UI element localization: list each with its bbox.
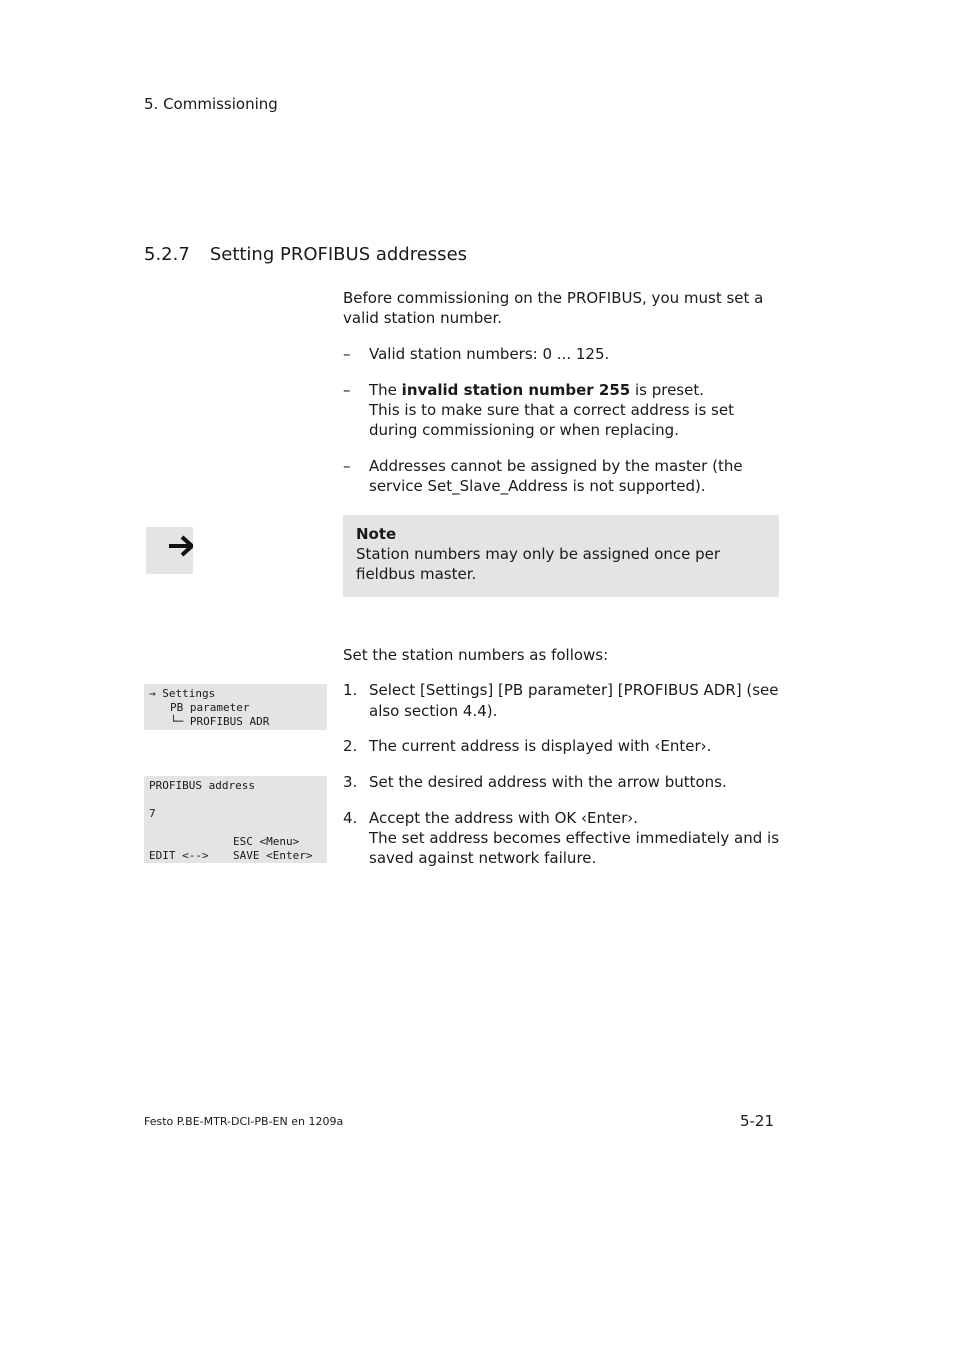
lcd-menu-line: PROFIBUS ADR [189, 715, 270, 728]
lcd-save-hint: SAVE <Enter> [233, 849, 313, 862]
step-text: Accept the address with OK ‹Enter›. [369, 809, 639, 827]
intro-paragraph: Before commissioning on the PROFIBUS, you must set a valid station number. [343, 289, 764, 327]
step-item [343, 808, 783, 868]
section-heading [144, 243, 467, 267]
bullet-text: The [369, 381, 402, 399]
bullet-item [343, 344, 783, 364]
lcd-menu-display [144, 684, 327, 730]
step-text: Set the desired address with the arrow buttons. [369, 773, 727, 791]
bullet-text: is preset. [630, 381, 705, 399]
step-item [343, 772, 783, 792]
note-box [343, 515, 779, 597]
lcd-address-title: PROFIBUS address [149, 779, 255, 792]
section-title: Setting PROFIBUS addresses [209, 244, 468, 265]
bullet-dash: – [343, 345, 351, 363]
lcd-menu-line: Settings [162, 687, 216, 700]
bullet-item [343, 456, 783, 496]
bullet-bold-text: invalid station number 255 [401, 381, 631, 399]
step-text: The set address becomes effective immediately and is saved against network failure. [369, 829, 780, 867]
lcd-address-display [144, 776, 327, 863]
bullet-item [343, 380, 783, 440]
lcd-arrow: → [149, 687, 156, 700]
bullet-text: Valid station numbers: 0 ... 125. [369, 345, 610, 363]
step-number: 1. [343, 681, 358, 699]
footer-document-id: Festo P.BE-MTR-DCI-PB-EN en 1209a [144, 1115, 344, 1128]
bullet-dash: – [343, 457, 351, 475]
lcd-esc-hint: ESC <Menu> [233, 835, 300, 848]
step-number: 4. [343, 809, 358, 827]
section-number: 5.2.7 [144, 244, 190, 265]
arrow-right-icon [146, 527, 193, 574]
steps-intro: Set the station numbers as follows: [343, 646, 609, 664]
step-number: 2. [343, 737, 358, 755]
lcd-branch: └─ [170, 715, 184, 728]
page-number: 5-21 [739, 1112, 774, 1130]
lcd-address-value: 7 [149, 807, 156, 820]
bullet-text: Addresses cannot be assigned by the master (the service Set_Slave_Address is not supported). [369, 457, 743, 495]
bullet-dash: – [343, 381, 351, 399]
step-item [343, 736, 783, 756]
step-text: The current address is displayed with ‹Enter›. [369, 737, 712, 755]
chapter-header: 5. Commissioning [144, 95, 278, 113]
lcd-edit-hint: EDIT <--> [149, 849, 209, 862]
step-text: Select [Settings] [PB parameter] [PROFIBUS ADR] (see also section 4.4). [369, 681, 779, 720]
step-item [343, 680, 783, 722]
lcd-menu-line: PB parameter [170, 701, 250, 714]
note-text: Station numbers may only be assigned once per fieldbus master. [356, 545, 721, 583]
bullet-text: This is to make sure that a correct address is set during commissioning or when replacing. [369, 401, 734, 439]
step-number: 3. [343, 773, 358, 791]
note-title: Note [356, 525, 397, 543]
